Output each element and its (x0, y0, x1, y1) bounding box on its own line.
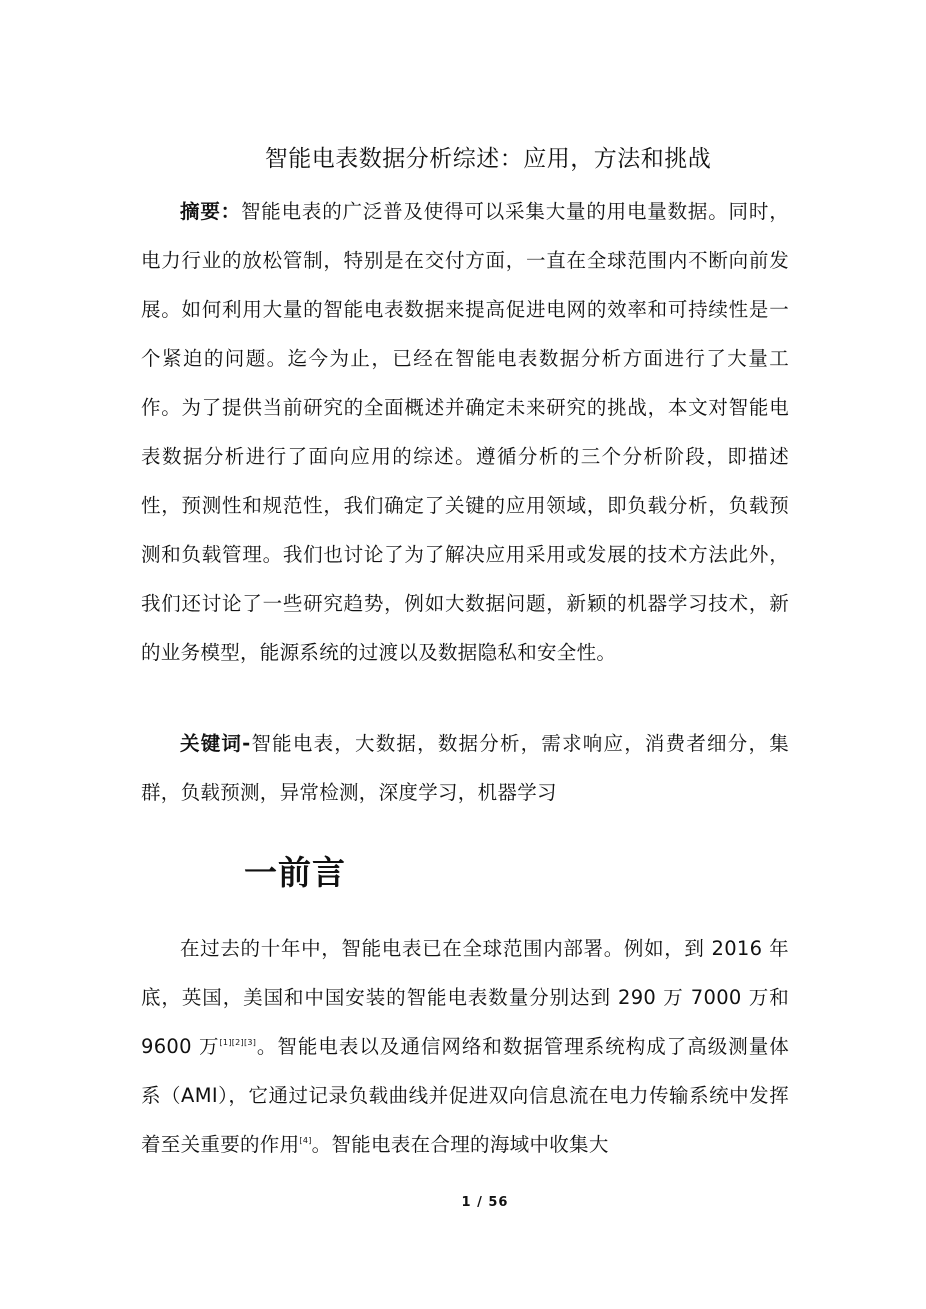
keywords-label: 关键词- (180, 732, 251, 755)
intro-paragraph (141, 924, 789, 1169)
intro-text-2: 。智能电表以及通信网络和数据管理系统构成了高级测量体系（AMI），它通过记录负载曲线并促进双向信息流在电力传输系统中发挥着至关重要的作用 (141, 1035, 789, 1156)
document-title: 智能电表数据分析综述：应用，方法和挑战 (264, 146, 712, 172)
abstract-paragraph (141, 187, 789, 677)
citation-ref: [4] (299, 1136, 312, 1145)
intro-text-3: 。智能电表在合理的海域中收集大 (311, 1133, 609, 1156)
keywords-text: 智能电表，大数据，数据分析，需求响应，消费者细分，集群，负载预测，异常检测，深度学习，机器学习 (141, 732, 789, 804)
intro-text-1: 在过去的十年中，智能电表已在全球范围内部署。例如，到 2016 年底，英国，美国和中国安装的智能电表数量分别达到 290 万 7000 万和 9600 万 (141, 937, 789, 1058)
keywords-paragraph (141, 719, 789, 817)
page-number: 1 / 56 (461, 1195, 509, 1210)
abstract-label: 摘要： (180, 200, 241, 223)
citation-ref: [1][2][3] (219, 1038, 257, 1047)
abstract-text: 智能电表的广泛普及使得可以采集大量的用电量数据。同时，电力行业的放松管制，特别是在交付方面，一直在全球范围内不断向前发展。如何利用大量的智能电表数据来提高促进电网的效率和可持续性是一个紧迫的问题。迄今为止，已经在智能电表数据分析方面进行了大量工作。为了提供当前研究的全面概述并确定未来研究的挑战，本文对智能电表数据分析进行了面向应用的综述。遵循分析的三个分析阶段，即描述性，预测性和规范性，我们确定了关键的应用领域，即负载分析，负载预测和负载管理。我们也讨论了为了解决应用采用或发展的技术方法此外，我们还讨论了一些研究趋势，例如大数据问题，新颖的机器学习技术，新的业务模型，能源系统的过渡以及数据隐私和安全性。 (141, 200, 789, 664)
section-heading: 一前言 (244, 853, 346, 892)
